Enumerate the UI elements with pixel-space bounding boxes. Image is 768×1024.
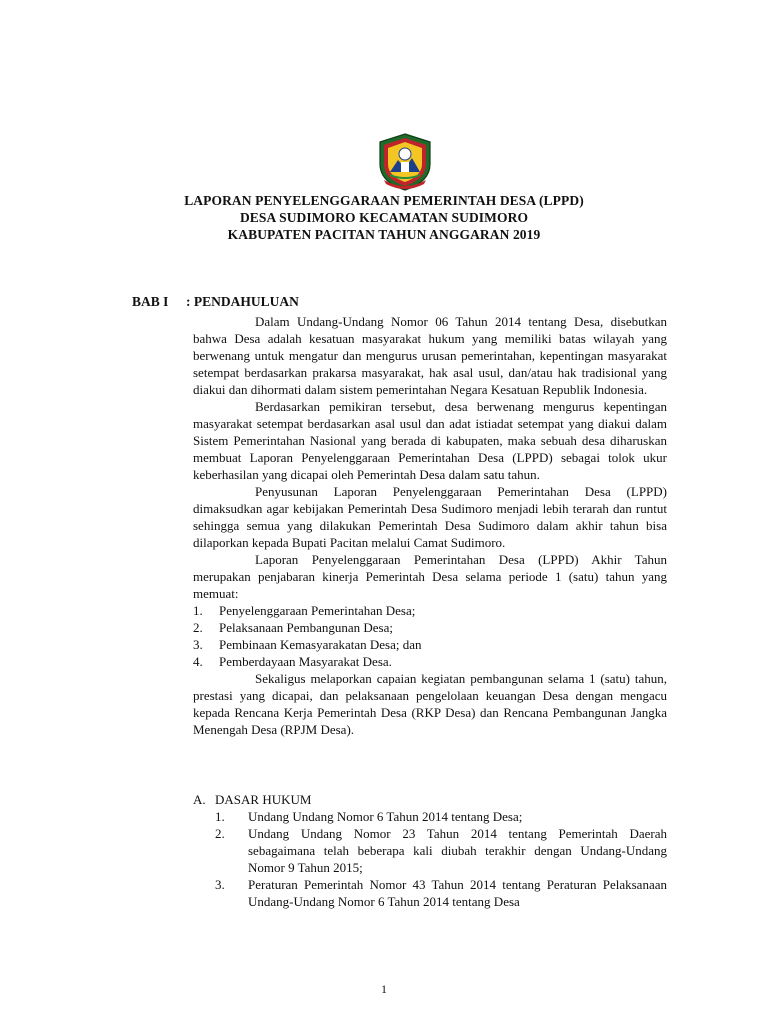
list-item-number: 1. [193,603,203,618]
chapter-title: : PENDAHULUAN [186,294,299,309]
chapter-body [193,313,667,738]
list-item-number: 2. [215,826,225,841]
list-item-text: Penyelenggaraan Pemerintahan Desa; [219,603,416,618]
list-item-text: Undang Undang Nomor 6 Tahun 2014 tentang Desa; [248,809,523,824]
list-item [193,653,667,670]
list-item-text: Pembinaan Kemasyarakatan Desa; dan [219,637,422,652]
legal-basis-list [193,808,667,910]
title-line-2: DESA SUDIMORO KECAMATAN SUDIMORO [239,210,529,225]
list-item-number: 4. [193,654,203,669]
section-heading [193,791,667,808]
closing-paragraph: Sekaligus melaporkan capaian kegiatan pembangunan selama 1 (satu) tahun, prestasi yang dicapai, dan pelaksanaan pengelolaan keuangan Desa dengan mengacu kepada Rencana Kerja Pemerintah Desa (RKP Desa) dan Rencana Pembangunan Jangka Menengah Desa (RPJM Desa). [193,671,667,737]
section-letter: A. [193,792,206,807]
title-line-3: KABUPATEN PACITAN TAHUN ANGGARAN 2019 [227,227,541,242]
list-item [215,876,667,910]
paragraph-3: Penyusunan Laporan Penyelenggaraan Pemerintahan Desa (LPPD) dimaksudkan agar kebijakan Pemerintah Desa Sudimoro menjadi lebih terarah dan runtut sehingga semua yang dilakukan Pemerintah Desa Sudimoro dalam akhir tahun bisa dilaporkan kepada Bupati Pacitan melalui Camat Sudimoro. [193,484,667,550]
regency-coat-of-arms-icon [376,132,434,192]
list-item-number: 3. [193,637,203,652]
page-number: 1 [381,982,387,996]
title-line-1: LAPORAN PENYELENGGARAAN PEMERINTAH DESA (LPPD) [184,193,584,208]
section-title: DASAR HUKUM [215,792,312,807]
list-item-text: Pemberdayaan Masyarakat Desa. [219,654,392,669]
chapter-number: BAB I [132,294,169,309]
list-item [193,619,667,636]
paragraph-2: Berdasarkan pemikiran tersebut, desa berwenang mengurus kepentingan masyarakat setempat berdasarkan asal usul dan adat istiadat setempat yang diakui dalam Sistem Pemerintahan Nasional yang berada di kabupaten, maka sebuah desa diharuskan membuat Laporan Penyelenggaraan Pemerintahan Desa (LPPD) sebagai tolok ukur keberhasilan yang dicapai oleh Pemerintah Desa dalam satu tahun. [193,399,667,482]
list-item-text: Peraturan Pemerintah Nomor 43 Tahun 2014 tentang Peraturan Pelaksanaan Undang-Undang Nomor 6 Tahun 2014 tentang Desa [248,877,667,909]
paragraph-1: Dalam Undang-Undang Nomor 06 Tahun 2014 tentang Desa, disebutkan bahwa Desa adalah kesatuan masyarakat hukum yang memiliki batas wilayah yang berwenang untuk mengatur dan mengurus urusan pemerintahan, kepentingan masyarakat setempat berdasarkan prakarsa masyarakat, hak asal usul, dan/atau hak tradisional yang diakui dan dihormati dalam sistem pemerintahan Negara Kesatuan Republik Indonesia. [193,314,667,397]
list-item [215,825,667,876]
list-item [215,808,667,825]
logo-graphic [376,132,434,192]
list-item [193,636,667,653]
list-item [193,602,667,619]
list-item-text: Pelaksanaan Pembangunan Desa; [219,620,394,635]
paragraph-4: Laporan Penyelenggaraan Pemerintahan Desa (LPPD) Akhir Tahun merupakan penjabaran kinerja Pemerintah Desa selama periode 1 (satu) tahun yang memuat: [193,552,667,601]
report-title [0,192,768,243]
list-item-number: 1. [215,809,225,824]
list-item-number: 3. [215,877,225,892]
chapter-heading [132,294,299,310]
section-dasar-hukum [193,791,667,910]
list-item-text: Undang Undang Nomor 23 Tahun 2014 tentang Pemerintah Daerah sebagaimana telah beberapa kali diubah terakhir dengan Undang-Undang Nomor 9 Tahun 2015; [248,826,667,875]
contents-list [193,602,667,670]
list-item-number: 2. [193,620,203,635]
